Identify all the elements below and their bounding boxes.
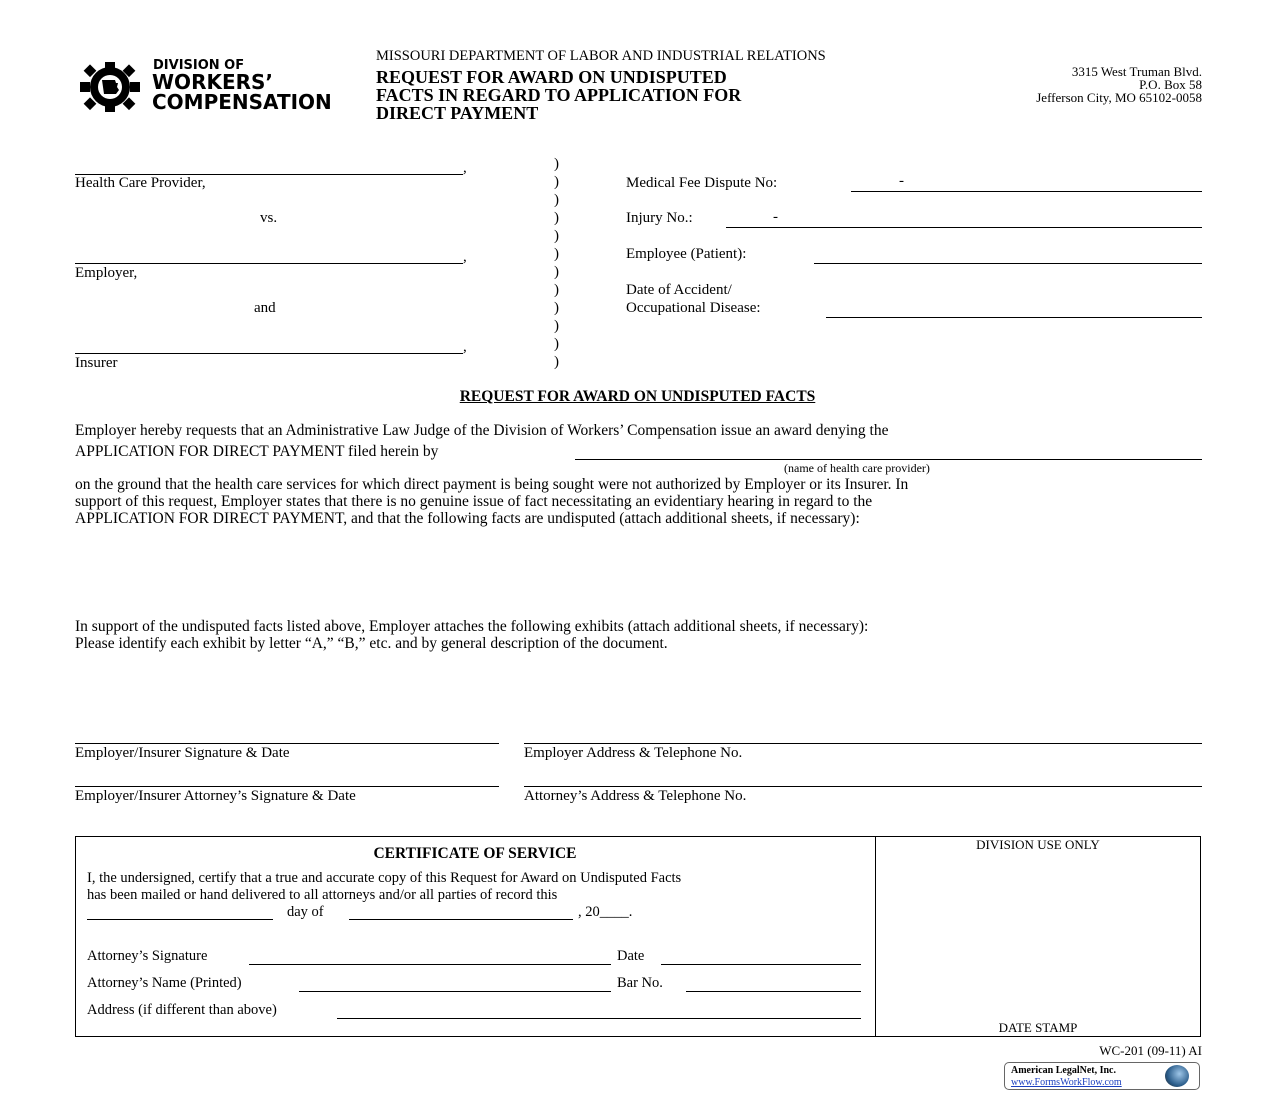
attorney-signature-label: Employer/Insurer Attorney’s Signature & Date bbox=[75, 788, 356, 804]
day-of-label: day of bbox=[287, 904, 324, 920]
accident-date-input[interactable] bbox=[826, 317, 1202, 318]
address-line1: 3315 West Truman Blvd. bbox=[1071, 64, 1202, 79]
attorney-address-label: Attorney’s Address & Telephone No. bbox=[524, 788, 747, 804]
address-line2: P.O. Box 58 bbox=[1139, 77, 1202, 92]
date-label: Date bbox=[617, 948, 645, 964]
attorney-name-input[interactable] bbox=[299, 991, 611, 992]
employer-address-label: Employer Address & Telephone No. bbox=[524, 745, 743, 761]
attorney-address-line[interactable] bbox=[524, 786, 1202, 787]
insurer-label: Insurer bbox=[75, 355, 118, 371]
injury-no-input[interactable] bbox=[726, 227, 1202, 228]
form-title-line2: FACTS IN REGARD TO APPLICATION FOR bbox=[376, 85, 742, 105]
caption-parenthesis: ) bbox=[554, 228, 559, 244]
insurer-name-line[interactable] bbox=[75, 353, 463, 354]
employee-input[interactable] bbox=[814, 263, 1202, 264]
request-paragraph-1b: APPLICATION FOR DIRECT PAYMENT filed herein by bbox=[75, 443, 439, 460]
attorney-signature-cert-label: Attorney’s Signature bbox=[87, 948, 208, 964]
form-title-line1: REQUEST FOR AWARD ON UNDISPUTED bbox=[376, 67, 727, 87]
gear-icon bbox=[74, 62, 146, 112]
employer-signature-line[interactable] bbox=[75, 743, 499, 744]
attorney-signature-line[interactable] bbox=[75, 786, 499, 787]
date-stamp-label: DATE STAMP bbox=[998, 1020, 1078, 1035]
injury-no-label: Injury No.: bbox=[626, 210, 693, 226]
employer-label: Employer, bbox=[75, 265, 138, 281]
bar-no-label: Bar No. bbox=[617, 975, 663, 991]
employer-name-line[interactable] bbox=[75, 263, 463, 264]
caption-parenthesis: ) bbox=[554, 282, 559, 298]
caption-parenthesis: ) bbox=[554, 336, 559, 352]
accident-date-label: Date of Accident/ bbox=[626, 282, 732, 298]
vendor-badge bbox=[1004, 1062, 1200, 1090]
caption-parenthesis: ) bbox=[554, 300, 559, 316]
fee-dispute-label: Medical Fee Dispute No: bbox=[626, 175, 778, 191]
logo-line2: WORKERS’ bbox=[152, 70, 274, 94]
provider-note: (name of health care provider) bbox=[784, 461, 930, 475]
division-use-label: DIVISION USE ONLY bbox=[976, 837, 1100, 852]
employee-label: Employee (Patient): bbox=[626, 246, 747, 262]
caption-parenthesis: ) bbox=[554, 192, 559, 208]
comma: , bbox=[463, 249, 467, 265]
logo-line1: DIVISION OF bbox=[153, 58, 245, 73]
comma: , bbox=[463, 160, 467, 176]
employer-signature-label: Employer/Insurer Signature & Date bbox=[75, 745, 290, 761]
form-title-line3: DIRECT PAYMENT bbox=[376, 103, 539, 123]
caption-parenthesis: ) bbox=[554, 156, 559, 172]
vs-label: vs. bbox=[260, 210, 278, 226]
fee-dispute-input[interactable] bbox=[851, 191, 1202, 192]
logo-line3: COMPENSATION bbox=[152, 90, 332, 114]
year-label: , 20____. bbox=[578, 904, 633, 920]
occupational-disease-label: Occupational Disease: bbox=[626, 300, 761, 316]
caption-parenthesis: ) bbox=[554, 174, 559, 190]
attorney-signature-input[interactable] bbox=[249, 964, 611, 965]
caption-parenthesis: ) bbox=[554, 264, 559, 280]
request-paragraph-1a: Employer hereby requests that an Administrative Law Judge of the Division of Workers’ Compensation issue an award denying the bbox=[75, 422, 889, 439]
certificate-line2: has been mailed or hand delivered to all attorneys and/or all parties of record this bbox=[87, 887, 558, 903]
provider-name-input[interactable] bbox=[575, 459, 1202, 460]
dash: - bbox=[899, 173, 904, 189]
and-label: and bbox=[254, 300, 276, 316]
globe-icon bbox=[1165, 1065, 1189, 1087]
request-paragraph-2b: support of this request, Employer states that there is no genuine issue of fact necessitating an evidentiary hearing in regard to the bbox=[75, 493, 873, 510]
caption-parenthesis: ) bbox=[554, 318, 559, 334]
exhibits-paragraph-a: In support of the undisputed facts listed above, Employer attaches the following exhibits (attach additional sheets, if necessary): bbox=[75, 618, 869, 635]
cert-address-label: Address (if different than above) bbox=[87, 1002, 277, 1018]
vendor-link[interactable]: www.FormsWorkFlow.com bbox=[1011, 1077, 1122, 1088]
caption-parenthesis: ) bbox=[554, 246, 559, 262]
comma: , bbox=[463, 339, 467, 355]
date-input[interactable] bbox=[661, 964, 861, 965]
request-paragraph-2a: on the ground that the health care services for which direct payment is being sought were not authorized by Employer or its Insurer. In bbox=[75, 476, 909, 493]
month-input[interactable] bbox=[349, 919, 573, 920]
form-number: WC-201 (09-11) AI bbox=[1099, 1043, 1202, 1058]
exhibits-paragraph-b: Please identify each exhibit by letter “A,” “B,” etc. and by general description of the document. bbox=[75, 635, 668, 652]
department-name: MISSOURI DEPARTMENT OF LABOR AND INDUSTRIAL RELATIONS bbox=[376, 48, 826, 64]
bar-no-input[interactable] bbox=[686, 991, 861, 992]
certificate-line1: I, the undersigned, certify that a true and accurate copy of this Request for Award on Undisputed Facts bbox=[87, 870, 682, 886]
vendor-name: American LegalNet, Inc. bbox=[1011, 1065, 1116, 1076]
dash: - bbox=[773, 209, 778, 225]
caption-parenthesis: ) bbox=[554, 354, 559, 370]
day-input[interactable] bbox=[87, 919, 273, 920]
address-line3: Jefferson City, MO 65102-0058 bbox=[1036, 90, 1202, 105]
cert-address-input[interactable] bbox=[337, 1018, 861, 1019]
request-paragraph-2c: APPLICATION FOR DIRECT PAYMENT, and that the following facts are undisputed (attach additional sheets, if necessary): bbox=[75, 510, 860, 527]
employer-address-line[interactable] bbox=[524, 743, 1202, 744]
provider-label: Health Care Provider, bbox=[75, 175, 206, 191]
attorney-name-label: Attorney’s Name (Printed) bbox=[87, 975, 242, 991]
request-heading: REQUEST FOR AWARD ON UNDISPUTED FACTS bbox=[459, 388, 816, 405]
box-divider bbox=[875, 836, 876, 1037]
caption-parenthesis: ) bbox=[554, 210, 559, 226]
certificate-heading: CERTIFICATE OF SERVICE bbox=[373, 845, 577, 862]
